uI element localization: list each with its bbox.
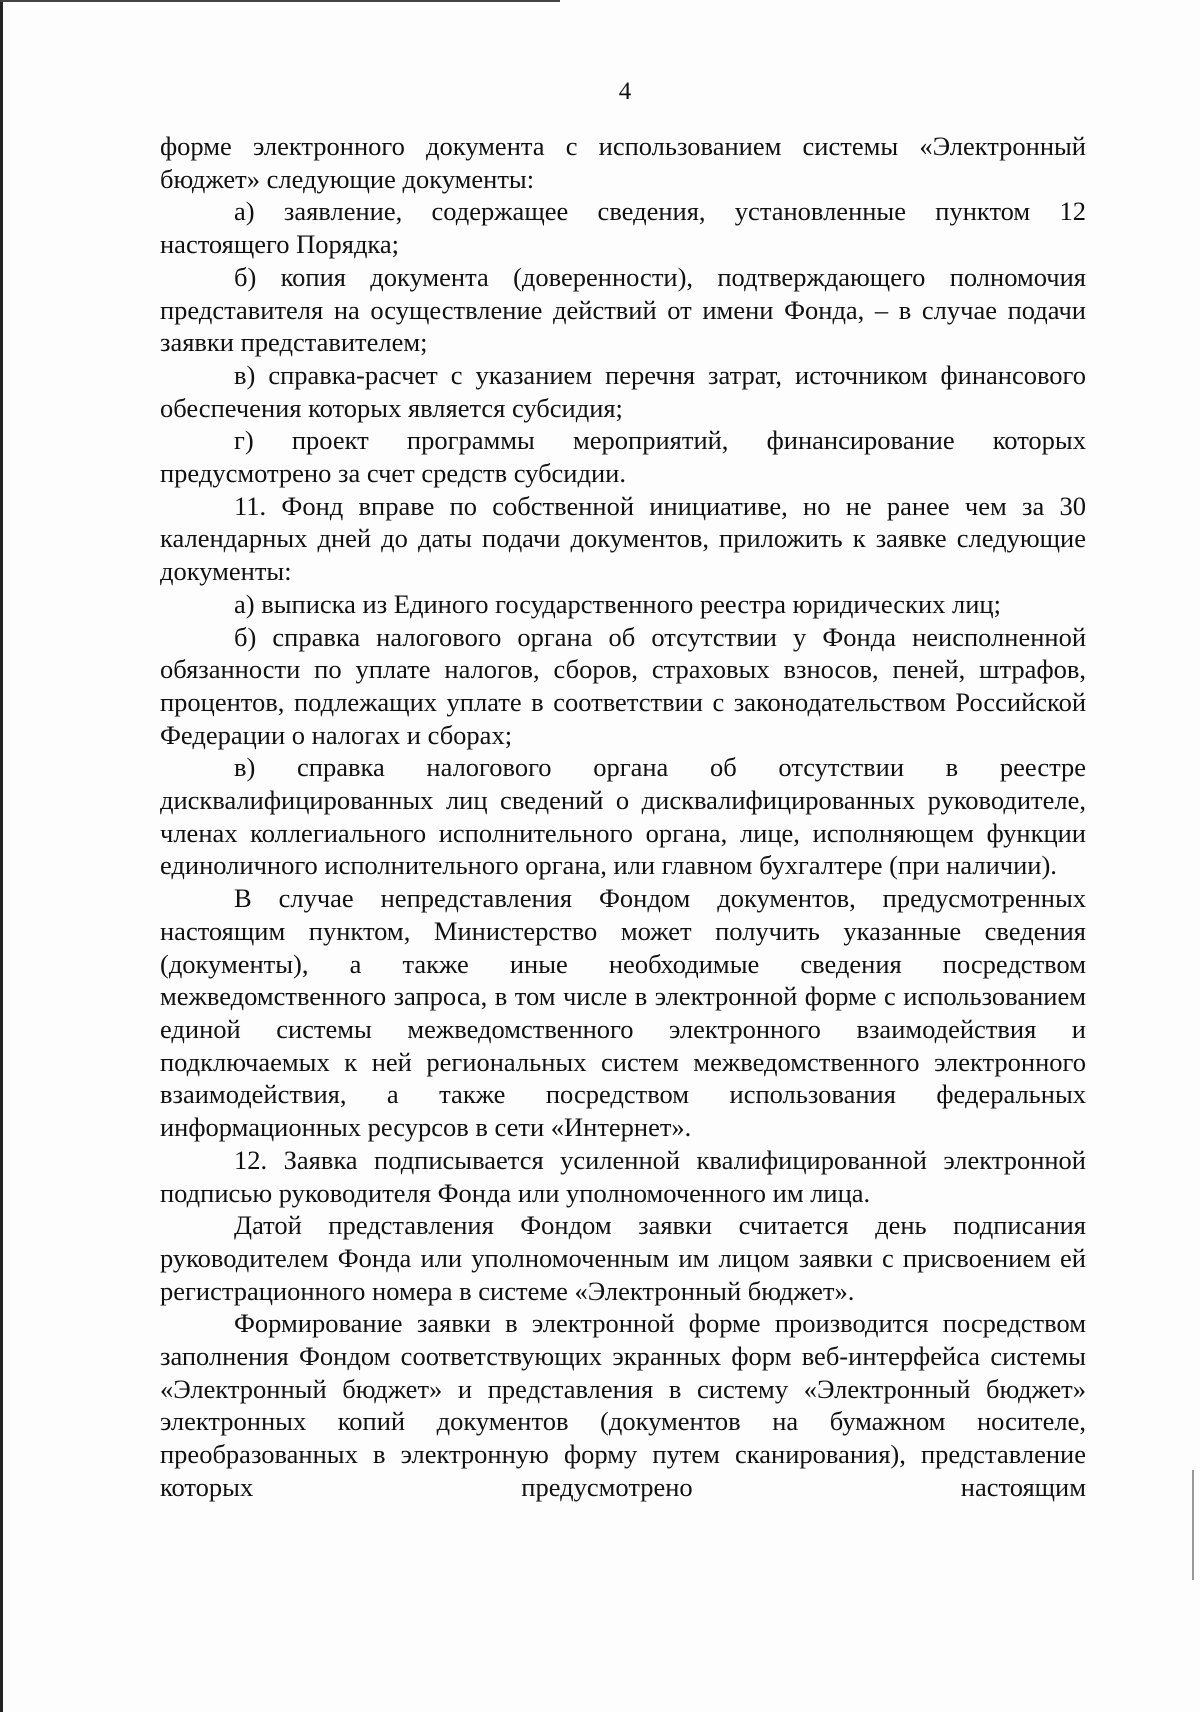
scan-edge-top bbox=[0, 0, 560, 2]
paragraph: Датой представления Фондом заявки считается день подписания руководителем Фонда или уполномоченным им лицом заявки с присвоением ей регистрационного номера в системе «Электронный бюджет». bbox=[160, 1210, 1086, 1306]
paragraph: а) выписка из Единого государственного реестра юридических лиц; bbox=[234, 588, 1001, 619]
paragraph: Формирование заявки в электронной форме производится посредством заполнения Фондом соответствующих экранных форм веб-интерфейса системы «Электронный бюджет» и представления в систему «Электронный бюджет» электронных копий документов (документов на бумажном носителе, преобразованных в электронную форму путем сканирования), представление которых предусмотрено настоящим bbox=[160, 1308, 1086, 1502]
page-number: 4 bbox=[618, 78, 632, 105]
document-body bbox=[160, 130, 1086, 1504]
paragraph: г) проект программы мероприятий, финансирование которых предусмотрено за счет средств субсидии. bbox=[160, 425, 1086, 489]
paragraph: б) справка налогового органа об отсутствии у Фонда неисполненной обязанности по уплате налогов, сборов, страховых взносов, пеней, штрафов, процентов, подлежащих уплате в соответствии с законодательством Российской Федерации о налогах и сборах; bbox=[160, 621, 1086, 750]
paragraph: а) заявление, содержащее сведения, установленные пунктом 12 настоящего Порядка; bbox=[160, 196, 1086, 260]
paragraph: в) справка-расчет с указанием перечня затрат, источником финансового обеспечения которых является субсидия; bbox=[160, 359, 1086, 423]
paragraph: В случае непредставления Фондом документов, предусмотренных настоящим пунктом, Министерство может получить указанные сведения (документы), а также иные необходимые сведения посредством межведомственного запроса, в том числе в электронной форме с использованием единой системы межведомственного электронного взаимодействия и подключаемых к ней региональных систем межведомственного электронного взаимодействия, а также посредством использования федеральных информационных ресурсов в сети «Интернет». bbox=[160, 883, 1086, 1143]
paragraph: в) справка налогового органа об отсутствии в реестре дисквалифицированных лиц сведений о дисквалифицированных руководителе, членах коллегиального исполнительного органа, лице, исполняющем функции единоличного исполнительного органа, или главном бухгалтере (при наличии). bbox=[160, 752, 1086, 881]
paragraph: б) копия документа (доверенности), подтверждающего полномочия представителя на осуществление действий от имени Фонда, – в случае подачи заявки представителем; bbox=[160, 261, 1086, 358]
paragraph: 11. Фонд вправе по собственной инициативе, но не ранее чем за 30 календарных дней до даты подачи документов, приложить к заявке следующие документы: bbox=[160, 490, 1086, 587]
scan-edge-left bbox=[0, 0, 3, 1712]
paragraph: 12. Заявка подписывается усиленной квалифицированной электронной подписью руководителя Фонда или уполномоченного им лица. bbox=[160, 1144, 1086, 1208]
paragraph: форме электронного документа с использованием системы «Электронный бюджет» следующие документы: bbox=[160, 131, 1086, 194]
scan-mark-right bbox=[1192, 1470, 1194, 1580]
